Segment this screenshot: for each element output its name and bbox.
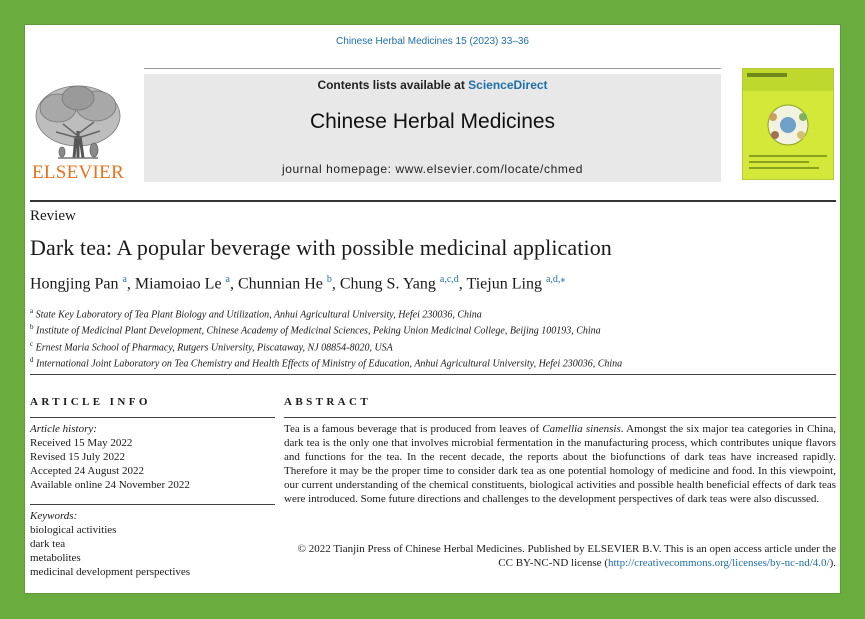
elsevier-wordmark: ELSEVIER	[31, 162, 125, 183]
abstract-heading: ABSTRACT	[284, 396, 372, 408]
author-list	[30, 274, 565, 293]
affiliation-item	[30, 354, 830, 370]
history-accepted: Accepted 24 August 2022	[30, 465, 144, 477]
author-affiliation-mark[interactable]: a,c,d	[439, 274, 459, 285]
copyright-end: ).	[829, 557, 836, 569]
affiliation-mark: a	[30, 307, 34, 315]
keyword-item: dark tea	[30, 538, 66, 550]
article-page	[24, 24, 841, 594]
journal-homepage	[144, 162, 721, 176]
journal-citation[interactable]: Chinese Herbal Medicines 15 (2023) 33–36	[336, 36, 529, 47]
author-separator: ,	[126, 275, 135, 293]
heading-rule	[30, 200, 836, 202]
affiliation-item	[30, 305, 830, 321]
journal-title: Chinese Herbal Medicines	[309, 110, 556, 133]
homepage-url[interactable]: www.elsevier.com/locate/chmed	[395, 162, 583, 176]
article-title: Dark tea: A popular beverage with possible medicinal application	[30, 235, 612, 260]
keyword-item: medicinal development perspectives	[30, 566, 191, 578]
author-name[interactable]: Chung S. Yang	[339, 275, 436, 293]
article-history	[30, 422, 275, 492]
history-label: Article history:	[30, 423, 97, 435]
author-affiliation-mark[interactable]: b	[326, 274, 332, 285]
affiliation-item	[30, 321, 830, 337]
affiliation-rule	[30, 374, 836, 375]
abstract-species: Camellia sinensis	[542, 423, 621, 435]
affiliation-mark: c	[30, 339, 34, 348]
affiliation-text: Ernest Maria School of Pharmacy, Rutgers University, Piscataway, NJ 08854-8020, USA	[35, 341, 393, 353]
journal-cover-image[interactable]	[742, 68, 834, 180]
license-link[interactable]: http://creativecommons.org/licenses/by-nc-nd/4.0/	[607, 557, 830, 569]
journal-masthead	[144, 74, 721, 182]
affiliation-item	[30, 338, 830, 354]
abstract-part: Tea is a famous beverage that is produced from leaves of	[284, 423, 543, 435]
contents-prefix: Contents lists available at	[317, 78, 469, 92]
keyword-item: metabolites	[30, 552, 81, 564]
abstract-part: . Amongst the six major tea categories in China, dark tea is the only one that involves microbial fermentation in the manufacturing process, which contributes unique flavors and functions for the tea. In the recent decade, the reports about the biofunctions of dark teas have increased rapidly. Therefore it may be the proper time to consider dark tea as one potential homology of medicine and food. In this viewpoint, our current understanding of the chemical constituents, biological activities and possible health beneficial effects of dark teas were introduced. Some future directions and challenges to the development perspectives of dark teas were also discussed.	[284, 423, 836, 505]
author-name[interactable]: Hongjing Pan	[30, 275, 119, 293]
keywords-rule	[30, 504, 275, 505]
keywords	[30, 509, 275, 579]
author-affiliation-mark[interactable]: a	[225, 274, 230, 285]
history-revised: Revised 15 July 2022	[30, 451, 126, 463]
affiliation-mark: d	[30, 355, 34, 364]
author-name[interactable]: Miamoiao Le	[134, 275, 222, 293]
affiliation-text: International Joint Laboratory on Tea Chemistry and Health Effects of Ministry of Education, Anhui Agricultural University, Hefei 230036, China	[36, 358, 623, 370]
author-separator: ,	[331, 275, 340, 293]
author-name[interactable]: Tiejun Ling	[466, 275, 542, 293]
article-type: Review	[30, 208, 76, 224]
keyword-item: biological activities	[30, 524, 117, 536]
homepage-prefix: journal homepage:	[281, 162, 396, 176]
keywords-label: Keywords:	[30, 510, 78, 522]
affiliation-mark: b	[30, 323, 34, 332]
affiliation-text: State Key Laboratory of Tea Plant Biology and Utilization, Anhui Agricultural University, Hefei 230036, China	[35, 309, 482, 321]
sciencedirect-link[interactable]: ScienceDirect	[468, 78, 548, 92]
abstract-rule	[284, 417, 836, 418]
author-name[interactable]: Chunnian He	[238, 275, 323, 293]
history-received: Received 15 May 2022	[30, 437, 133, 449]
header-rule	[144, 68, 721, 69]
copyright-notice	[284, 542, 836, 570]
author-separator: ,	[458, 275, 467, 293]
article-info-rule	[30, 417, 275, 418]
copyright-text: © 2022 Tianjin Press of Chinese Herbal Medicines. Published by ELSEVIER B.V. This is an open access article under the CC BY-NC-ND license (	[297, 543, 836, 569]
article-info-heading: ARTICLE INFO	[30, 396, 151, 408]
author-separator: ,	[230, 275, 238, 293]
abstract-text	[284, 422, 836, 506]
author-affiliation-mark[interactable]: a	[122, 274, 127, 285]
affiliation-text: Institute of Medicinal Plant Development, Chinese Academy of Medicinal Sciences, Peking Union Medicinal College, Beijing 100193, China	[36, 325, 601, 337]
affiliations	[30, 305, 830, 370]
history-online: Available online 24 November 2022	[30, 479, 190, 491]
author-affiliation-mark[interactable]: a,d,⁎	[545, 274, 566, 285]
contents-line	[144, 78, 721, 92]
